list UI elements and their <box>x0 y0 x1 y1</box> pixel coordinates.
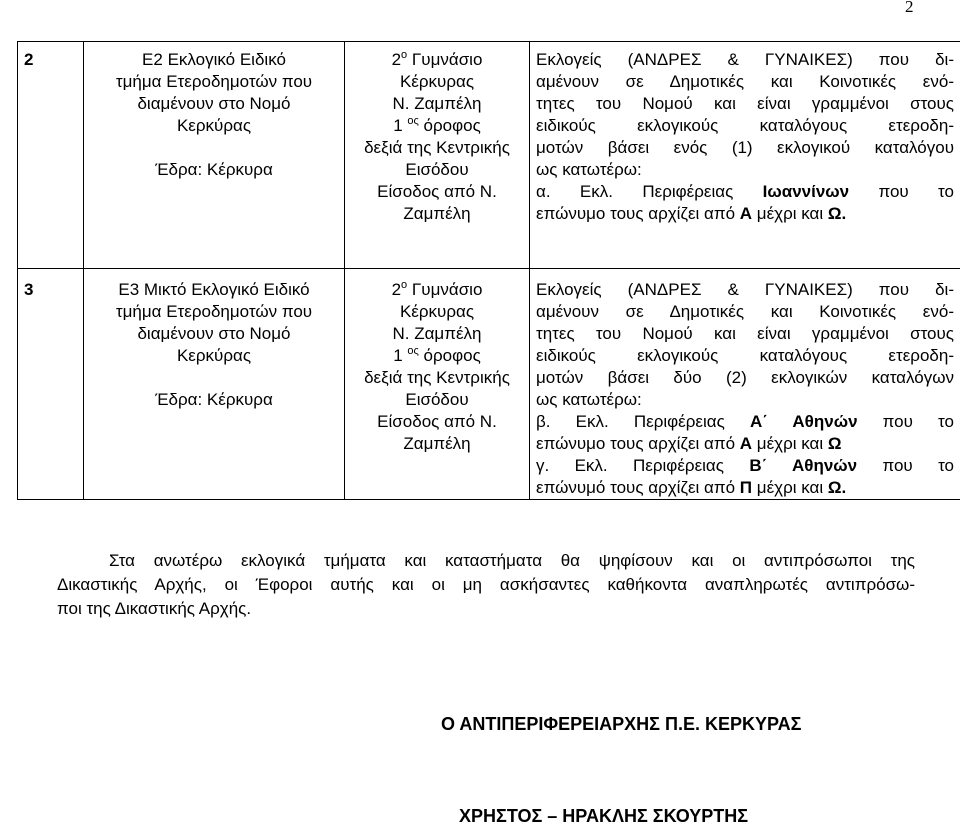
entry-from-line: Είσοδος από Ν. <box>377 182 497 201</box>
region-item-line: γ. Εκλ. Περιφέρειας Β΄ Αθηνών που το <box>536 456 954 475</box>
entry-from-line: Είσοδος από Ν. <box>377 412 497 431</box>
city-line: Κέρκυρας <box>399 72 475 91</box>
section-name-cell <box>84 269 345 500</box>
entrance-line: Εισόδου <box>405 160 469 179</box>
section-seat: Έδρα: Κέρκυρα <box>155 160 273 179</box>
signer-name: ΧΡΗΣΤΟΣ – ΗΡΑΚΛΗΣ ΣΚΟΥΡΤΗΣ <box>459 806 749 826</box>
voters-description-cell <box>530 42 960 269</box>
school-line: $2^o$ Γυμνάσιο <box>391 49 483 69</box>
region-item-line: α. Εκλ. Περιφέρειας Ιωαννίνων που το <box>536 182 954 201</box>
section-seat: Έδρα: Κέρκυρα <box>155 390 273 409</box>
side-line: δεξιά της Κεντρικής <box>364 138 510 157</box>
table-row <box>18 269 960 500</box>
notice-line: Στα ανωτέρω εκλογικά τμήματα και καταστήματα θα ψηφίσουν και οι αντιπρόσωποι της <box>109 551 915 570</box>
description-line: Εκλογείς (ΑΝΔΡΕΣ & ΓΥΝΑΙΚΕΣ) που δι- <box>536 50 954 69</box>
table-row <box>18 42 960 269</box>
section-name-line: Κερκύρας <box>176 346 252 365</box>
street-line: Ν. Ζαμπέλη <box>392 94 482 113</box>
entry-street-line: Ζαμπέλη <box>403 204 471 223</box>
entrance-line: Εισόδου <box>405 390 469 409</box>
side-line: δεξιά της Κεντρικής <box>364 368 510 387</box>
section-name-line: διαμένουν στο Νομό <box>137 324 291 343</box>
street-line: Ν. Ζαμπέλη <box>392 324 482 343</box>
notice-line: Δικαστικής Αρχής, οι Έφοροι αυτής και οι μη ασκήσαντες καθήκοντα αναπληρωτές αντιπρόσω- <box>57 575 915 594</box>
description-line: μοτών βάσει ενός (1) εκλογικού καταλόγου <box>536 138 954 157</box>
surname-range-line: επώνυμο τους αρχίζει από Α μέχρι και Ω. <box>536 204 847 223</box>
section-name-line: διαμένουν στο Νομό <box>137 94 291 113</box>
section-name-line: τμήμα Ετεροδημοτών που <box>115 302 313 321</box>
description-line: ειδικούς εκλογικούς καταλόγους ετεροδη- <box>536 116 954 135</box>
notice-paragraph <box>57 549 915 621</box>
notice-line: ποι της Δικαστικής Αρχής. <box>57 599 252 618</box>
polling-sections-table <box>17 41 960 500</box>
voters-description-cell <box>530 269 960 500</box>
section-name-line: Ε2 Εκλογικό Ειδικό <box>142 50 286 69</box>
description-line: αμένουν σε Δημοτικές και Κοινοτικές ενό- <box>536 302 954 321</box>
floor-line: 1 $^{o\varsigma}$ όροφος <box>393 115 481 135</box>
entry-street-line: Ζαμπέλη <box>403 434 471 453</box>
city-line: Κέρκυρας <box>399 302 475 321</box>
description-line: αμένουν σε Δημοτικές και Κοινοτικές ενό- <box>536 72 954 91</box>
section-number: 3 <box>18 269 84 500</box>
description-line: ως κατωτέρω: <box>536 160 642 179</box>
description-line: ως κατωτέρω: <box>536 390 642 409</box>
description-line: τητες του Νομού και είναι γραμμένοι στους <box>536 94 954 113</box>
school-line: $2^o$ Γυμνάσιο <box>391 279 483 299</box>
surname-range-line: επώνυμό τους αρχίζει από Π μέχρι και Ω. <box>536 478 847 497</box>
surname-range-line: επώνυμο τους αρχίζει από Α μέχρι και Ω <box>536 434 842 453</box>
polling-place-cell <box>345 269 530 500</box>
description-line: τητες του Νομού και είναι γραμμένοι στους <box>536 324 954 343</box>
description-line: ειδικούς εκλογικούς καταλόγους ετεροδη- <box>536 346 954 365</box>
region-item-line: β. Εκλ. Περιφέρειας Α΄ Αθηνών που το <box>536 412 954 431</box>
polling-place-cell <box>345 42 530 269</box>
section-name-line: Ε3 Μικτό Εκλογικό Ειδικό <box>118 280 310 299</box>
section-name-cell <box>84 42 345 269</box>
floor-line: 1 $^{o\varsigma}$ όροφος <box>393 345 481 365</box>
section-name-line: Κερκύρας <box>176 116 252 135</box>
description-line: μοτών βάσει δύο (2) εκλογικών καταλόγων <box>536 368 954 387</box>
section-name-line: τμήμα Ετεροδημοτών που <box>115 72 313 91</box>
page-number: 2 <box>905 0 914 16</box>
description-line: Εκλογείς (ΑΝΔΡΕΣ & ΓΥΝΑΙΚΕΣ) που δι- <box>536 280 954 299</box>
signer-title: Ο ΑΝΤΙΠΕΡΙΦΕΡΕΙΑΡΧΗΣ Π.Ε. ΚΕΡΚΥΡΑΣ <box>441 714 802 734</box>
section-number: 2 <box>18 42 84 269</box>
